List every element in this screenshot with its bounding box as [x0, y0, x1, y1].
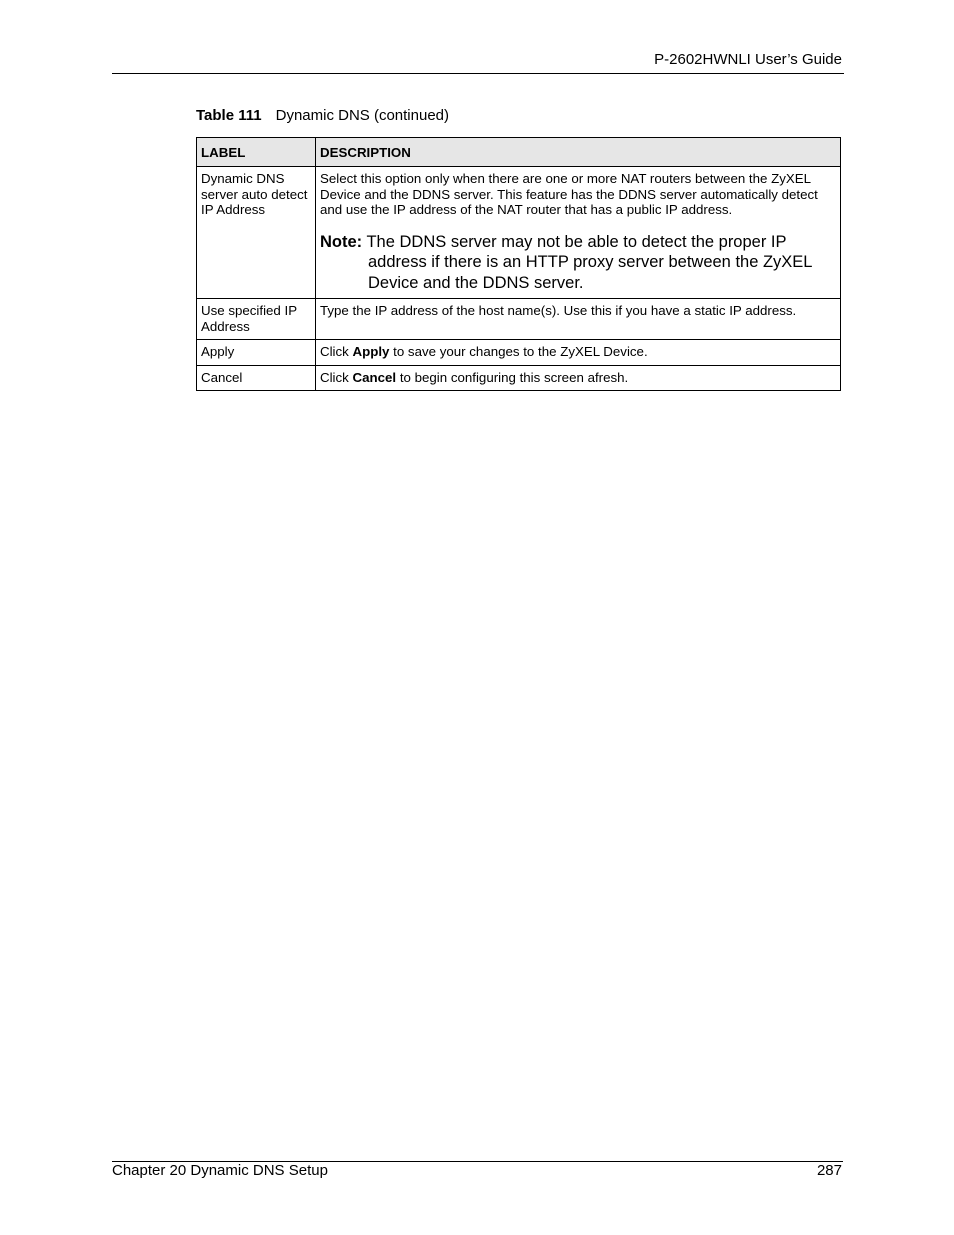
- row-description: [316, 365, 841, 391]
- table-number: Table 111: [196, 107, 262, 124]
- note-prefix: Note:: [320, 232, 363, 251]
- row-label: Use specified IP Address: [197, 299, 316, 340]
- column-header-description: DESCRIPTION: [316, 138, 841, 167]
- table-header-row: [197, 138, 841, 167]
- table-row: [197, 365, 841, 391]
- description-suffix: to save your changes to the ZyXEL Device.: [389, 344, 648, 359]
- dynamic-dns-table: [196, 137, 841, 391]
- description-emphasis: Cancel: [352, 369, 397, 385]
- running-header: P-2602HWNLI User’s Guide: [654, 51, 842, 68]
- row-label: Cancel: [197, 365, 316, 391]
- row-description: [316, 340, 841, 366]
- description-prefix: Click: [320, 344, 353, 359]
- page-number: 287: [816, 1162, 842, 1179]
- description-text: Select this option only when there are one or more NAT routers between the ZyXEL Device and the DDNS server. This feature has the DDNS server automatically detect and use the IP address of the NAT router that has a public IP address.: [320, 171, 818, 217]
- chapter-title: Chapter 20 Dynamic DNS Setup: [112, 1162, 328, 1179]
- description-emphasis: Apply: [352, 344, 390, 359]
- row-description: [316, 167, 841, 299]
- note: [320, 232, 836, 294]
- table-title: Dynamic DNS (continued): [275, 107, 450, 124]
- table-row: [197, 299, 841, 340]
- table-row: [197, 167, 841, 299]
- row-label: Dynamic DNS server auto detect IP Address: [197, 167, 316, 299]
- row-description: Type the IP address of the host name(s). Use this if you have a static IP address.: [316, 299, 841, 340]
- note-text: The DDNS server may not be able to detect the proper IP address if there is an HTTP proxy server between the ZyXEL Device and the DDNS server.: [366, 232, 812, 292]
- header-divider: [112, 73, 844, 74]
- row-label: Apply: [197, 340, 316, 366]
- table-row: [197, 340, 841, 366]
- column-header-label: LABEL: [197, 138, 316, 167]
- table-caption: [196, 107, 449, 124]
- description-prefix: Click: [320, 369, 353, 385]
- description-suffix: to begin configuring this screen afresh.: [396, 369, 629, 385]
